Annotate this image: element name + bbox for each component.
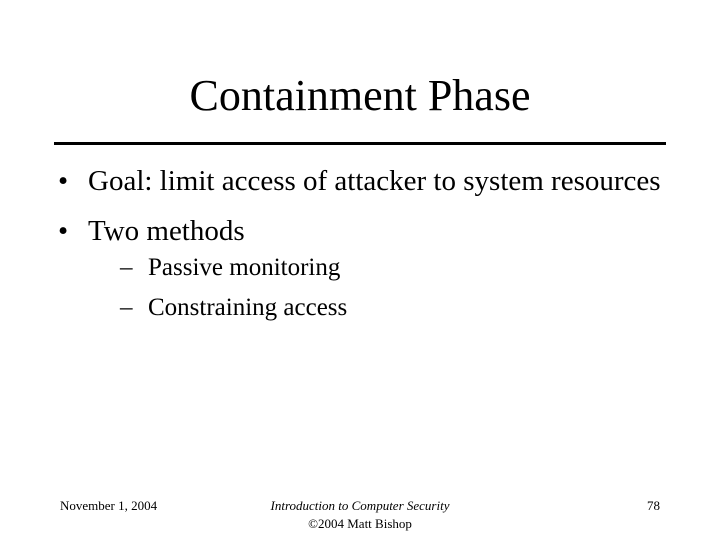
page-number: 78 [647, 498, 660, 513]
sub-bullet-text: Passive monitoring [148, 254, 341, 281]
title-divider [54, 142, 666, 145]
sub-bullet-item [88, 253, 678, 283]
bullet-dot-icon: • [58, 215, 69, 247]
footer-date: November 1, 2004 [60, 498, 158, 513]
sub-bullet-text: Constraining access [148, 294, 348, 321]
dash-icon: – [120, 254, 133, 281]
bullet-list [58, 163, 678, 337]
bullet-item [58, 213, 678, 323]
footer-copyright: ©2004 Matt Bishop [308, 516, 412, 531]
bullet-item [58, 163, 678, 199]
footer-credits [230, 497, 490, 533]
dash-icon: – [120, 294, 133, 321]
bullet-text: Goal: limit access of attacker to system resources [88, 165, 661, 197]
bullet-text: Two methods [88, 215, 245, 247]
sub-bullet-list [88, 253, 678, 323]
slide-title: Containment Phase [189, 71, 531, 120]
footer-course: Introduction to Computer Security [270, 498, 450, 513]
bullet-dot-icon: • [58, 165, 69, 197]
sub-bullet-item [88, 293, 678, 323]
